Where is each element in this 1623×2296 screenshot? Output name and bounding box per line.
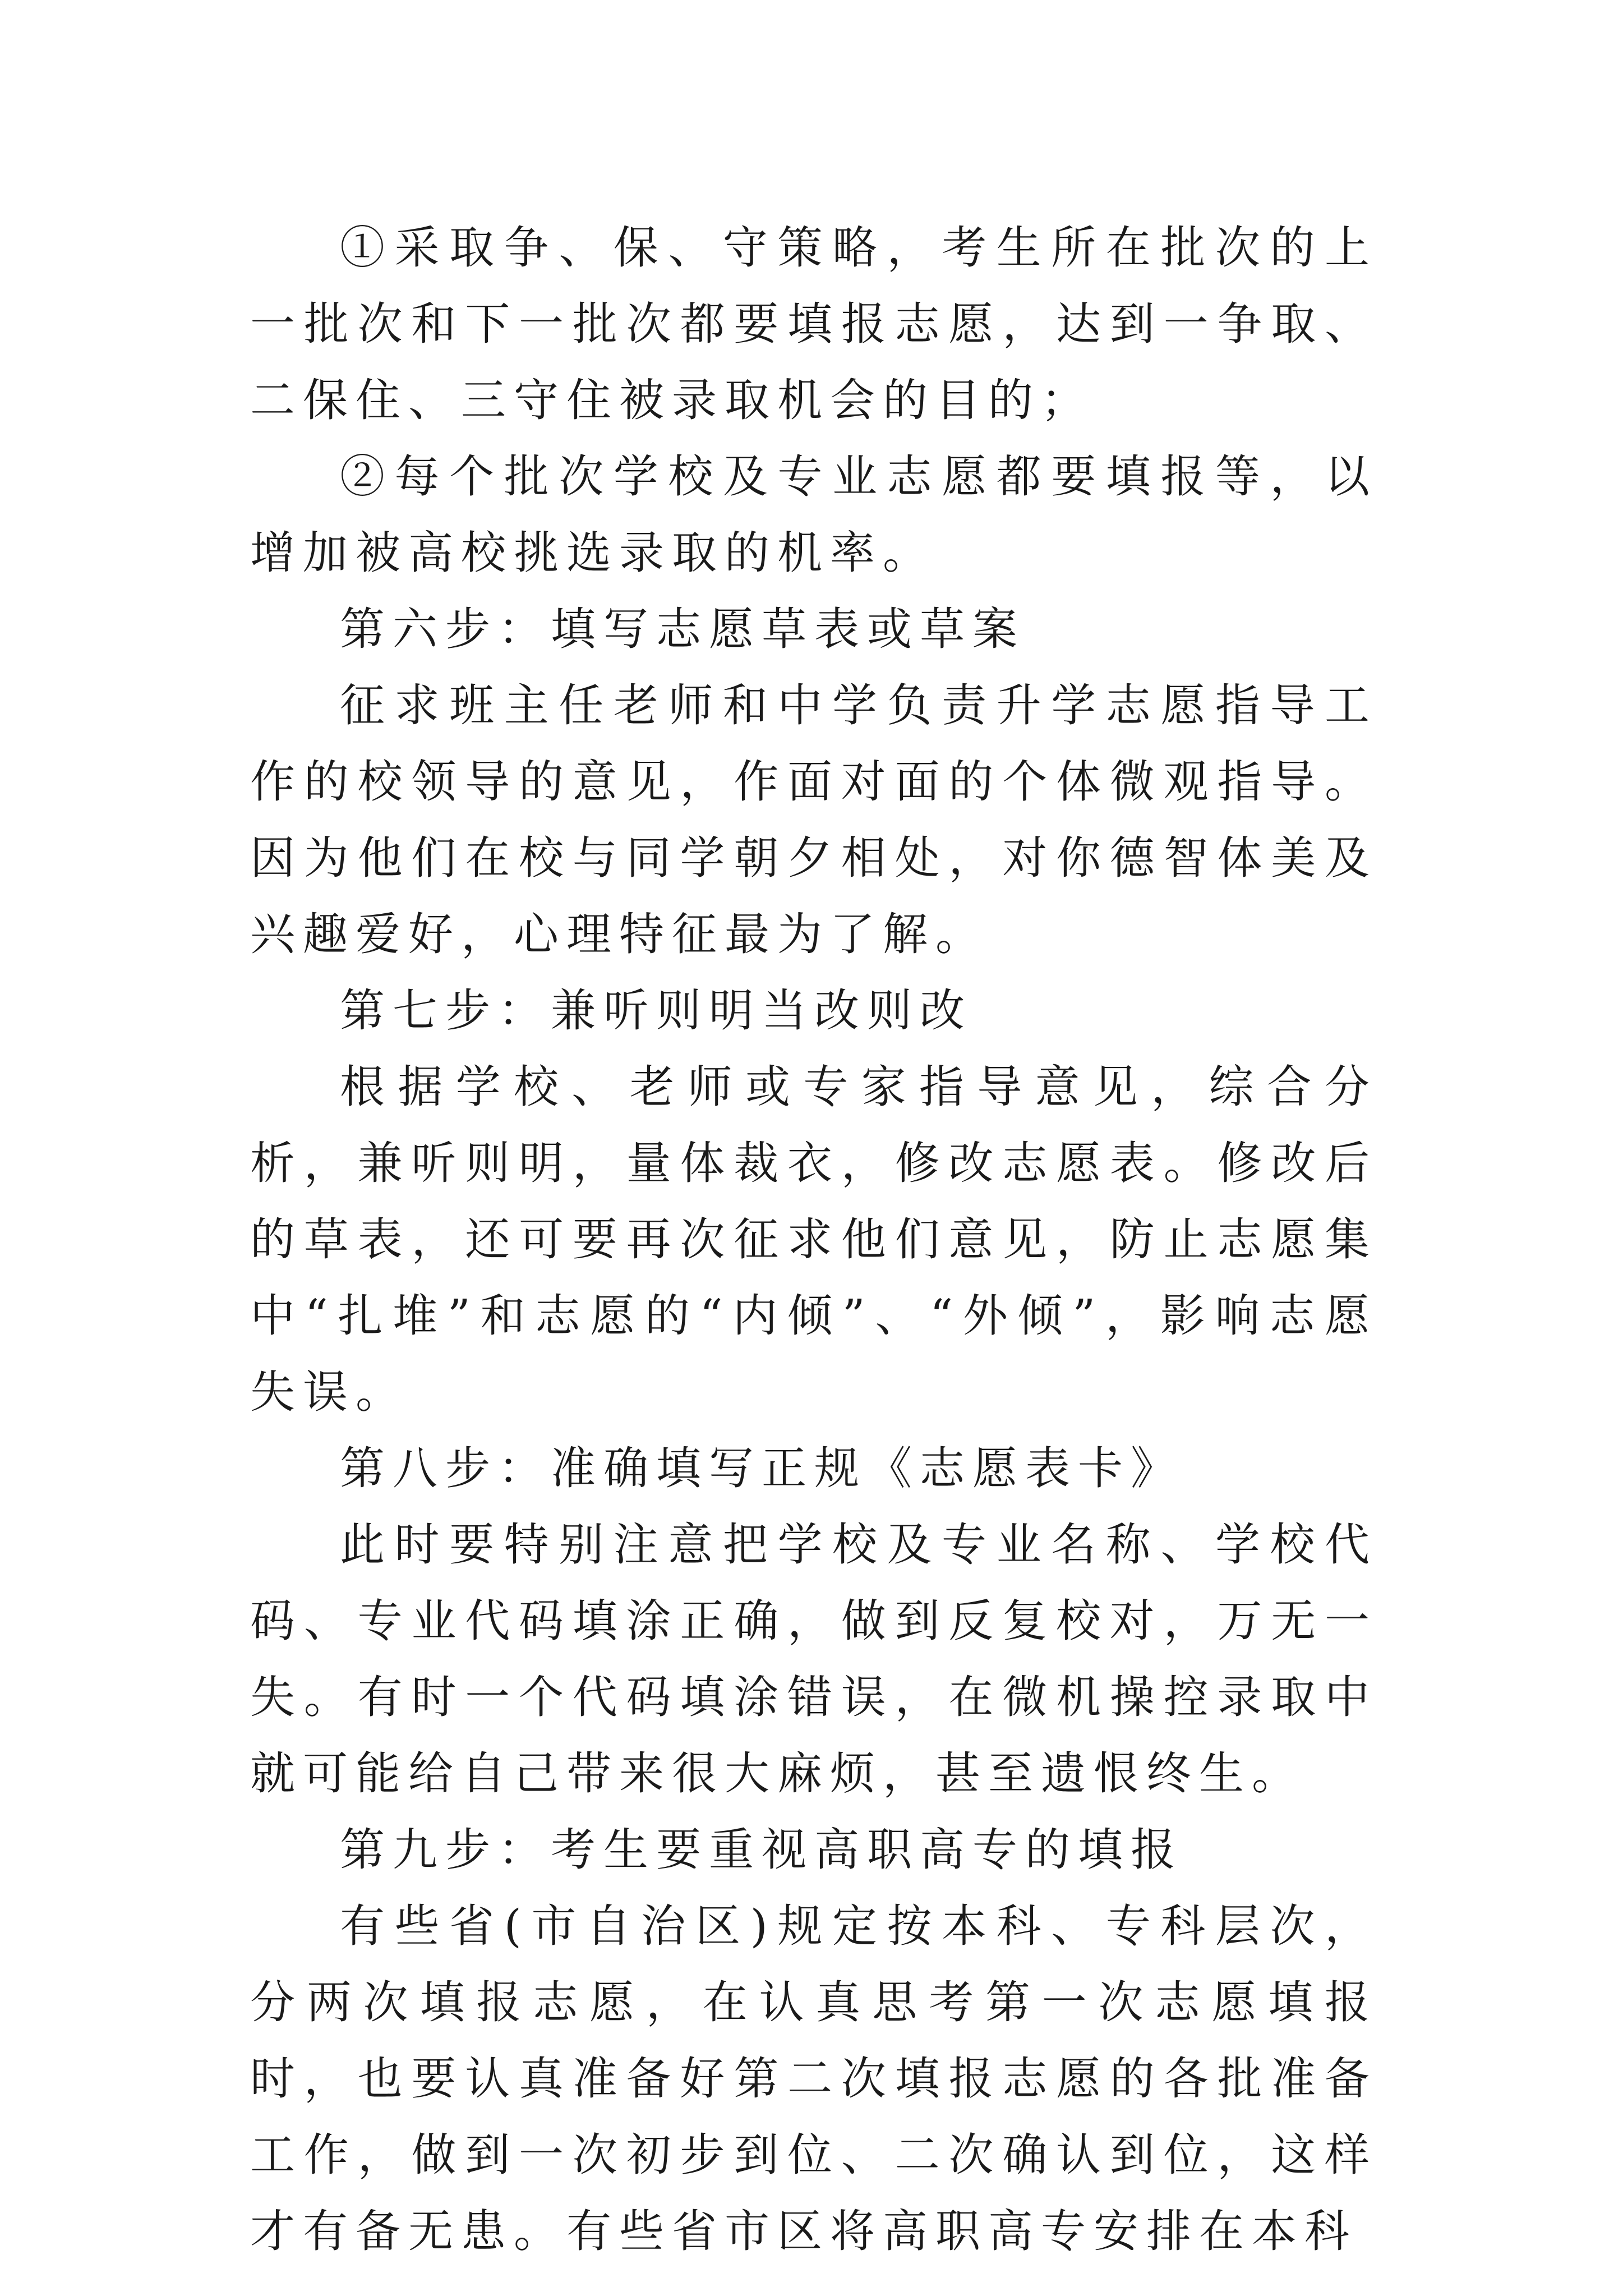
step-9-body: 有些省(市自治区)规定按本科、专科层次，分两次填报志愿，在认真思考第一次志愿填报时，也要认真准备好第二次填报志愿的各批准备工作，做到一次初步到位、二次确认到位，这样才有备无患。有些省市区将高职高专安排在本科 [250, 1900, 1377, 2257]
paragraph-strategy-2: ②每个批次学校及专业志愿都要填报等，以增加被高校挑选录取的机率。 [250, 450, 1377, 579]
step-9-heading: 第九步：考生要重视高职高专的填报 [340, 1824, 1183, 1876]
document-body [250, 210, 1377, 2270]
step-6-body: 征求班主任老师和中学负责升学志愿指导工作的校领导的意见，作面对面的个体微观指导。因为他们在校与同学朝夕相处，对你德智体美及兴趣爱好，心理特征最为了解。 [250, 679, 1377, 960]
step-8-body: 此时要特别注意把学校及专业名称、学校代码、专业代码填涂正确，做到反复校对，万无一失。有时一个代码填涂错误，在微机操控录取中就可能给自己带来很大麻烦，甚至遗恨终生。 [250, 1519, 1377, 1800]
step-7-heading: 第七步：兼听则明当改则改 [340, 984, 972, 1037]
paragraph-strategy-1: ①采取争、保、守策略，考生所在批次的上一批次和下一批次都要填报志愿，达到一争取、二保住、三守住被录取机会的目的； [250, 222, 1377, 426]
step-8-heading: 第八步：准确填写正规《志愿表卡》 [340, 1442, 1183, 1494]
step-6-heading: 第六步：填写志愿草表或草案 [340, 603, 1025, 655]
step-7-body: 根据学校、老师或专家指导意见，综合分析，兼听则明，量体裁衣，修改志愿表。修改后的草表，还可要再次征求他们意见，防止志愿集中“扎堆”和志愿的“内倾”、“外倾”，影响志愿失误。 [250, 1061, 1377, 1418]
